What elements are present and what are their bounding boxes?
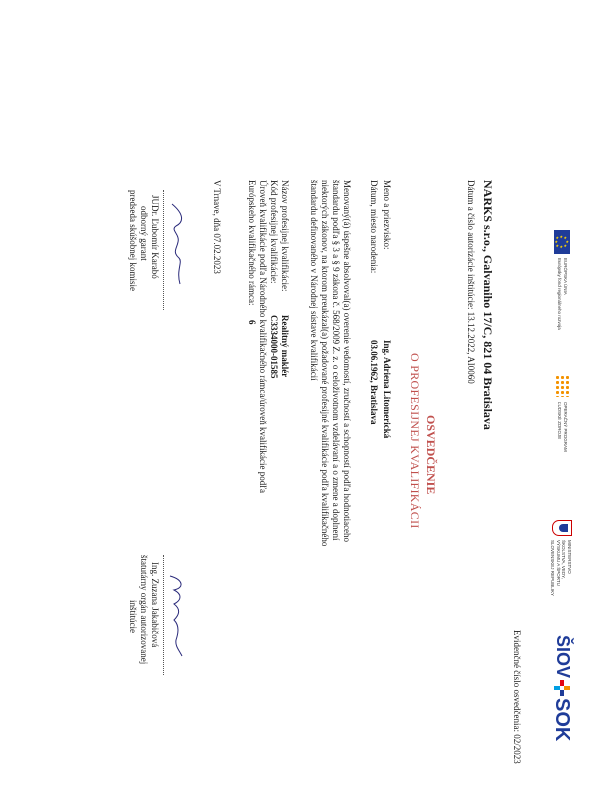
signatory-left-role: predseda skúšobnej komisie: [128, 190, 138, 291]
op-dots-icon: [554, 375, 570, 397]
qualification-name-value: Realitný maklér: [280, 315, 290, 378]
eu-logo-text: [557, 258, 568, 330]
signatory-right-name: Ing. Zuzana Jakabičová: [150, 562, 160, 648]
signatory-right-role: štatutárny orgán autorizovanej: [139, 555, 149, 665]
authorization-date: Dátum a číslo autorizácie inštitúcie: 13.12.2022, AI0060: [466, 180, 476, 384]
eu-logo-line: EURÓPSKA ÚNIA: [563, 258, 568, 295]
ministry-logo-line: VÝSKUMU A ŠPORTU: [556, 540, 561, 586]
body-line: Menovaný(á) úspešne absolvoval(a) overenie vedomostí, zručností a schopností podľa hodnotiaceho: [342, 180, 352, 543]
qualification-code-value: C3334000-01585: [269, 315, 279, 379]
sok-logo: SOK: [551, 698, 573, 742]
birth-label: Dátum, miesto narodenia:: [369, 180, 379, 274]
evidence-number: Evidenčné číslo osvedčenia: 02/2023: [512, 630, 522, 764]
name-value: Ing. Adriena Litomerická: [382, 340, 392, 439]
logo-bar: [538, 230, 572, 790]
op-logo-line: OPERAČNÝ PROGRAM: [563, 402, 568, 452]
name-label: Meno a priezvisko:: [382, 180, 392, 250]
op-logo-line: ĽUDSKÉ ZDROJE: [557, 402, 563, 440]
qualification-name-label: Názov profesijnej kvalifikácie:: [280, 180, 290, 292]
ministry-logo-text: [550, 540, 572, 596]
body-line: štandardu podľa § 3 a § 9 zákona č. 568/2009 Z. z. o celoživotnom vzdelávaní a o zmene a doplnení: [331, 180, 341, 541]
certificate-subtitle: O PROFESIJNEJ KVALIFIKÁCII: [408, 353, 422, 529]
eu-flag-icon: ★ ★ ★ ★ ★ ★ ★ ★: [554, 230, 570, 254]
body-line: štandardu definovaného v Národnej sústave kvalifikácií: [309, 180, 319, 381]
signatory-left-name: JUDr. Ľubomír Karabó: [150, 195, 160, 279]
qualification-code-label: Kód profesijnej kvalifikácie:: [269, 180, 279, 284]
signature-line-left: [163, 190, 164, 310]
qualification-nqf-label: Úroveň kvalifikácie podľa Národného kvalifikačného rámca/úroveň kvalifikácie podľa: [258, 180, 268, 493]
certificate-title: OSVEDČENIE: [424, 415, 438, 495]
organization: NARKS s.r.o., Galvaniho 17/C, 821 04 Bratislava: [481, 180, 495, 430]
op-logo-text: [557, 402, 568, 452]
qualification-eqf-value: 6: [247, 320, 257, 325]
qualification-eqf-label: Európskeho kvalifikačného rámca:: [247, 180, 257, 306]
signatory-right-role: inštitúcie: [128, 600, 138, 633]
ministry-shield-icon: [552, 520, 572, 536]
sok-mark-icon: [554, 680, 570, 696]
certificate-sheet: [20, 10, 580, 790]
eu-logo-line: Európsky fond regionálneho rozvoja: [557, 258, 563, 330]
signature-right-icon: [166, 570, 188, 660]
birth-value: 03.06.1962, Bratislava: [369, 340, 379, 425]
signature-line-right: [163, 555, 164, 675]
ministry-logo-line: SLOVENSKEJ REPUBLIKY: [550, 540, 556, 597]
body-line: niektorých zákonov, na ktorom preukázal(a) požadované profesijné kvalifikácie podľa kvalifikačného: [320, 180, 330, 547]
signatory-left-role: odborný garant: [139, 206, 149, 261]
siov-logo: ŠIOV: [553, 635, 573, 679]
ministry-logo-line: ŠKOLSTVA, VEDY,: [561, 540, 567, 579]
ministry-logo-line: MINISTERSTVO: [567, 540, 572, 574]
place-date: V Trnave, dňa 07.02.2023: [212, 180, 222, 274]
signature-left-icon: [166, 200, 188, 290]
